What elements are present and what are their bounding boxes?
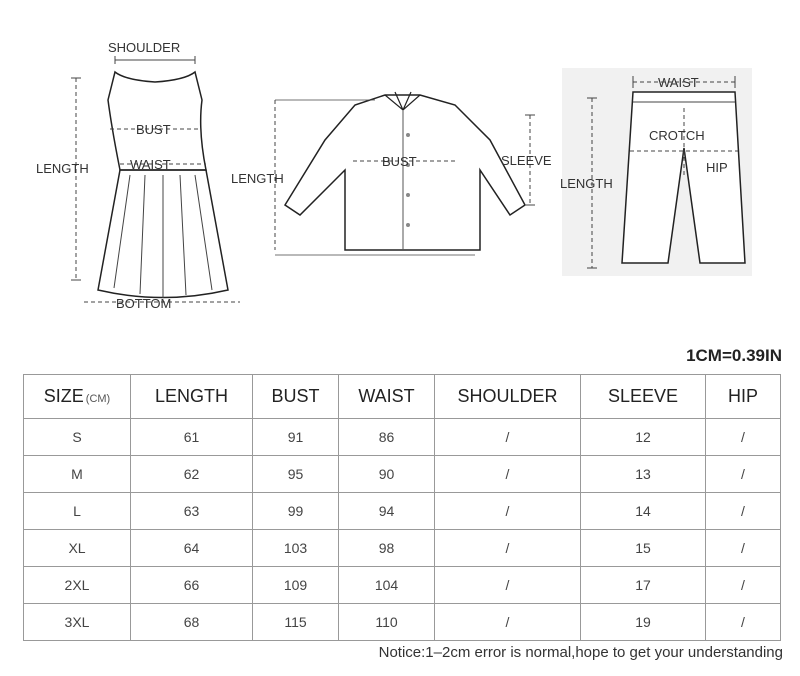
- size-cell: 3XL: [24, 604, 131, 641]
- sleeve-cell: 12: [581, 419, 706, 456]
- pants-waist-label: WAIST: [658, 75, 699, 90]
- sleeve-cell: 15: [581, 530, 706, 567]
- waist-cell: 104: [339, 567, 435, 604]
- shirt-diagram: [225, 80, 575, 270]
- size-cell: S: [24, 419, 131, 456]
- sleeve-cell: 17: [581, 567, 706, 604]
- shoulder-cell: /: [435, 567, 581, 604]
- dress-bust-label: BUST: [136, 122, 171, 137]
- length-cell: 66: [131, 567, 253, 604]
- hip-header: HIP: [706, 375, 781, 419]
- dress-shoulder-label: SHOULDER: [108, 40, 181, 55]
- shirt-length-label: LENGTH: [231, 171, 284, 186]
- table-row: [24, 419, 781, 456]
- shoulder-cell: /: [435, 493, 581, 530]
- hip-cell: /: [706, 419, 781, 456]
- size-cell: 2XL: [24, 567, 131, 604]
- shirt-bust-label: BUST: [382, 154, 417, 169]
- size-cell: XL: [24, 530, 131, 567]
- table-row: [24, 493, 781, 530]
- notice-text: Notice:1–2cm error is normal,hope to get your understanding: [378, 644, 783, 661]
- shoulder-header: SHOULDER: [435, 375, 581, 419]
- table-row: [24, 604, 781, 641]
- sleeve-cell: 14: [581, 493, 706, 530]
- bust-cell: 95: [253, 456, 339, 493]
- bust-cell: 103: [253, 530, 339, 567]
- hip-cell: /: [706, 456, 781, 493]
- length-header: LENGTH: [131, 375, 253, 419]
- dress-bodice: [108, 72, 206, 170]
- sleeve-header: SLEEVE: [581, 375, 706, 419]
- shirt-sleeve-label: SLEEVE: [501, 153, 552, 168]
- shirt-illustration: [225, 80, 575, 270]
- size-cell: M: [24, 456, 131, 493]
- length-cell: 62: [131, 456, 253, 493]
- size-header: SIZE (CM): [24, 375, 131, 419]
- shirt-body: [285, 95, 525, 250]
- waist-cell: 86: [339, 419, 435, 456]
- length-cell: 61: [131, 419, 253, 456]
- size-table: [23, 374, 781, 641]
- waist-cell: 90: [339, 456, 435, 493]
- hip-cell: /: [706, 604, 781, 641]
- unit-conversion: 1CM=0.39IN: [686, 346, 782, 365]
- table-row: [24, 530, 781, 567]
- size-cell: L: [24, 493, 131, 530]
- pants-hip-label: HIP: [706, 160, 728, 175]
- waist-cell: 94: [339, 493, 435, 530]
- table-row: [24, 567, 781, 604]
- hip-cell: /: [706, 493, 781, 530]
- waist-cell: 98: [339, 530, 435, 567]
- bust-cell: 99: [253, 493, 339, 530]
- pants-diagram: [560, 68, 760, 278]
- shoulder-cell: /: [435, 604, 581, 641]
- dress-illustration: [30, 30, 250, 320]
- shoulder-cell: /: [435, 530, 581, 567]
- shoulder-cell: /: [435, 419, 581, 456]
- pants-length-label: LENGTH: [560, 176, 613, 191]
- dress-length-label: LENGTH: [36, 161, 89, 176]
- bust-cell: 91: [253, 419, 339, 456]
- dress-diagram: [30, 30, 250, 320]
- table-row: [24, 456, 781, 493]
- table-header-row: [24, 375, 781, 419]
- hip-cell: /: [706, 530, 781, 567]
- waist-cell: 110: [339, 604, 435, 641]
- length-cell: 64: [131, 530, 253, 567]
- pants-illustration: [560, 68, 760, 278]
- bust-header: BUST: [253, 375, 339, 419]
- waist-header: WAIST: [339, 375, 435, 419]
- sleeve-cell: 19: [581, 604, 706, 641]
- dress-bottom-label: BOTTOM: [116, 296, 172, 311]
- hip-cell: /: [706, 567, 781, 604]
- length-cell: 68: [131, 604, 253, 641]
- length-cell: 63: [131, 493, 253, 530]
- sleeve-cell: 13: [581, 456, 706, 493]
- bust-cell: 115: [253, 604, 339, 641]
- shoulder-cell: /: [435, 456, 581, 493]
- pants-crotch-label: CROTCH: [649, 128, 705, 143]
- dress-waist-label: WAIST: [130, 157, 171, 172]
- bust-cell: 109: [253, 567, 339, 604]
